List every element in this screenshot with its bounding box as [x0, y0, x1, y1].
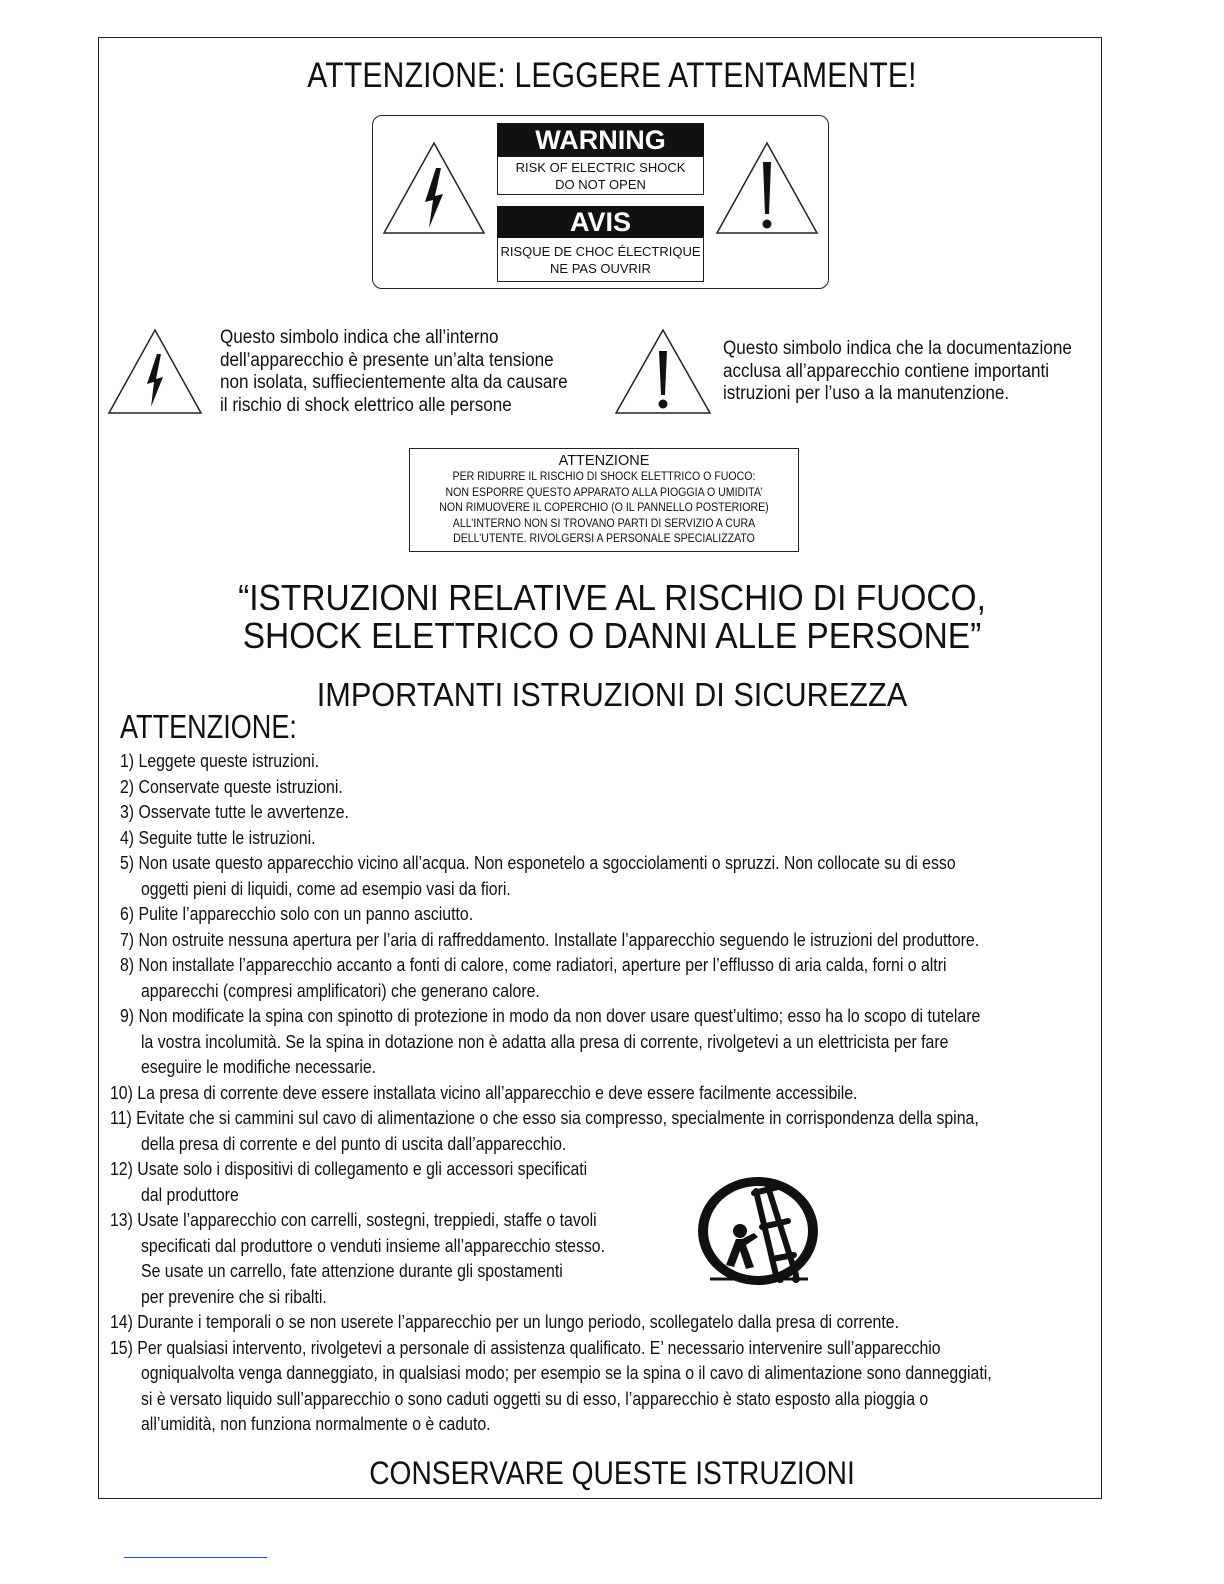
instruction-text: Non installate l’apparecchio accanto a fonti di calore, come radiatori, aperture per l’efflusso di aria calda, forni o altri	[138, 955, 947, 975]
keep-instructions-footer: CONSERVARE QUESTE ISTRUZIONI	[369, 1455, 855, 1491]
instruction-text: Per qualsiasi intervento, rivolgetevi a personale di assistenza qualificato. E’ necessario intervenire sull’apparecchio	[137, 1337, 941, 1358]
fire-shock-heading-line: SHOCK ELETTRICO O DANNI ALLE PERSONE”	[242, 615, 982, 656]
instruction-text: Non usate questo apparecchio vicino all’acqua. Non esponetelo a sgocciolamenti o spruzzi. Non collocate su di esso	[138, 853, 956, 873]
instruction-text: La presa di corrente deve essere installata vicino all’apparecchio e deve essere facilmente accessibile.	[137, 1082, 858, 1103]
instruction-text: Durante i temporali o se non userete l’apparecchio per un lungo periodo, scollegatelo dalla presa di corrente.	[137, 1312, 899, 1332]
lightning-desc-line: il rischio di shock elettrico alle persone	[220, 394, 512, 416]
instruction-item-line	[120, 928, 979, 954]
avis-banner: AVIS	[497, 206, 704, 238]
instruction-number: 5)	[120, 853, 135, 873]
link-underline	[124, 1557, 267, 1558]
caution-line: DELL’UTENTE. RIVOLGERSI A PERSONALE SPECIALIZZATO	[453, 533, 755, 545]
instruction-item-line: della presa di corrente e del punto di uscita dall’apparecchio.	[141, 1133, 567, 1154]
attention-heading: ATTENZIONE:	[120, 708, 297, 745]
instruction-number: 3)	[120, 802, 135, 822]
instruction-number: 6)	[120, 904, 135, 924]
exclamation-desc-line: istruzioni per l’uso a la manutenzione.	[723, 383, 1010, 404]
cart-tip-over-warning-icon	[696, 1175, 820, 1287]
instruction-item-line: specificati dal produttore o venduti insieme all’apparecchio stesso.	[141, 1235, 606, 1256]
warning-line-1: RISK OF ELECTRIC SHOCK	[515, 160, 686, 175]
fire-shock-heading	[0, 579, 1224, 655]
instruction-item-line: dal produttore	[141, 1184, 239, 1205]
caution-box	[409, 448, 799, 552]
instruction-item-line: oggetti pieni di liquidi, come ad esempio vasi da fiori.	[141, 878, 511, 899]
caution-title: ATTENZIONE	[558, 453, 650, 469]
avis-text	[497, 238, 704, 282]
instruction-item-line	[120, 953, 946, 979]
exclamation-symbol-icon	[613, 327, 713, 416]
instruction-text: Evitate che si cammini sul cavo di alimentazione o che esso sia compresso, specialmente in corrispondenza della spina,	[136, 1108, 979, 1128]
instruction-text: Usate solo i dispositivi di collegamento e gli accessori specificati	[137, 1159, 588, 1179]
instruction-item-line: si è versato liquido sull’apparecchio o sono caduti oggetti su di esso, l’apparecchio è stato esposto alla pioggia o	[141, 1388, 929, 1409]
instruction-item-line	[110, 1157, 587, 1183]
instruction-text: Non ostruite nessuna apertura per l’aria di raffreddamento. Installate l’apparecchio seguendo le istruzioni del produttore.	[138, 929, 980, 950]
caution-line: NON ESPORRE QUESTO APPARATO ALLA PIOGGIA O UMIDITA’	[445, 486, 763, 499]
instruction-item-line: Se usate un carrello, fate attenzione durante gli spostamenti	[141, 1261, 563, 1281]
lightning-desc-line: non isolata, suffiecientemente alta da causare	[220, 372, 568, 393]
instruction-number: 12)	[110, 1159, 133, 1179]
lightning-desc-line: Questo simbolo indica che all’interno	[220, 327, 499, 348]
instruction-item-line	[110, 1336, 941, 1362]
instruction-item-line: ogniqualvolta venga danneggiato, in qualsiasi modo; per esempio se la spina o il cavo di alimentazione sono danneggiati,	[141, 1363, 992, 1383]
instruction-text: Usate l’apparecchio con carrelli, sostegni, treppiedi, staffe o tavoli	[137, 1210, 597, 1230]
warning-line-2: DO NOT OPEN	[555, 177, 646, 192]
instruction-item-line: per prevenire che si ribalti.	[141, 1286, 327, 1307]
instruction-item-line	[120, 749, 319, 775]
instruction-number: 9)	[120, 1006, 135, 1026]
instruction-text: Seguite tutte le istruzioni.	[138, 827, 316, 848]
avis-label	[497, 206, 704, 282]
instruction-number: 14)	[110, 1312, 133, 1332]
lightning-triangle-icon	[381, 140, 487, 236]
instruction-item-line	[120, 851, 956, 877]
instruction-item-line: apparecchi (compresi amplificatori) che generano calore.	[141, 980, 540, 1001]
instruction-text: Non modificate la spina con spinotto di protezione in modo da non dover usare quest’ultimo; esso ha lo scopo di tutelare	[138, 1006, 981, 1026]
instruction-text: Pulite l’apparecchio solo con un panno asciutto.	[138, 904, 474, 924]
instruction-number: 8)	[120, 955, 135, 975]
instruction-number: 1)	[120, 751, 135, 771]
lightning-symbol-icon	[106, 327, 204, 416]
instruction-item-line	[110, 1081, 858, 1107]
exclamation-symbol-description	[723, 338, 1072, 406]
lightning-symbol-description	[220, 327, 568, 417]
instruction-text: Osservate tutte le avvertenze.	[138, 802, 349, 822]
instruction-number: 7)	[120, 929, 135, 950]
instruction-item-line	[120, 826, 315, 852]
caution-line: PER RIDURRE IL RISCHIO DI SHOCK ELETTRICO O FUOCO:	[452, 471, 756, 483]
instruction-item-line	[120, 775, 343, 801]
instruction-item-line: eseguire le modifiche necessarie.	[141, 1057, 377, 1077]
instruction-text: Leggete queste istruzioni.	[138, 751, 320, 771]
instruction-number: 15)	[110, 1337, 133, 1358]
instruction-item-line	[120, 1004, 980, 1030]
important-safety-title: IMPORTANTI ISTRUZIONI DI SICUREZZA	[316, 676, 908, 713]
instruction-item-line: la vostra incolumità. Se la spina in dotazione non è adatta alla presa di corrente, rivolgetevi a un elettricista per fare	[141, 1031, 949, 1052]
warning-label	[497, 123, 704, 195]
lightning-desc-line: dell’apparecchio è presente un’alta tensione	[220, 349, 554, 371]
instruction-item-line	[110, 1106, 979, 1132]
instruction-item-line	[110, 1310, 899, 1336]
exclamation-desc-line: acclusa all’apparecchio contiene importanti	[723, 360, 1050, 382]
instruction-number: 4)	[120, 827, 135, 848]
page-title: ATTENZIONE: LEGGERE ATTENTAMENTE!	[307, 56, 917, 95]
exclamation-desc-line: Questo simbolo indica che la documentazione	[723, 338, 1072, 359]
instruction-item-line	[120, 902, 473, 928]
caution-line: ALL’INTERNO NON SI TROVANO PARTI DI SERVIZIO A CURA	[452, 517, 756, 530]
instruction-number: 11)	[110, 1108, 132, 1128]
instruction-number: 13)	[110, 1210, 133, 1230]
instruction-item-line	[120, 800, 349, 826]
avis-line-2: NE PAS OUVRIR	[550, 261, 651, 276]
warning-banner: WARNING	[497, 123, 704, 157]
instruction-item-line: all’umidità, non funziona normalmente o è caduto.	[141, 1414, 491, 1434]
instruction-number: 2)	[120, 776, 135, 797]
warning-text	[497, 157, 704, 195]
instruction-number: 10)	[110, 1082, 133, 1103]
caution-line: NON RIMUOVERE IL COPERCHIO (O IL PANNELLO POSTERIORE)	[439, 502, 769, 514]
instruction-item-line	[110, 1208, 597, 1234]
avis-line-1: RISQUE DE CHOC ÉLECTRIQUE	[500, 244, 701, 259]
exclamation-triangle-icon	[714, 140, 820, 236]
instruction-text: Conservate queste istruzioni.	[138, 776, 343, 797]
fire-shock-heading-line: “ISTRUZIONI RELATIVE AL RISCHIO DI FUOCO,	[238, 577, 986, 618]
